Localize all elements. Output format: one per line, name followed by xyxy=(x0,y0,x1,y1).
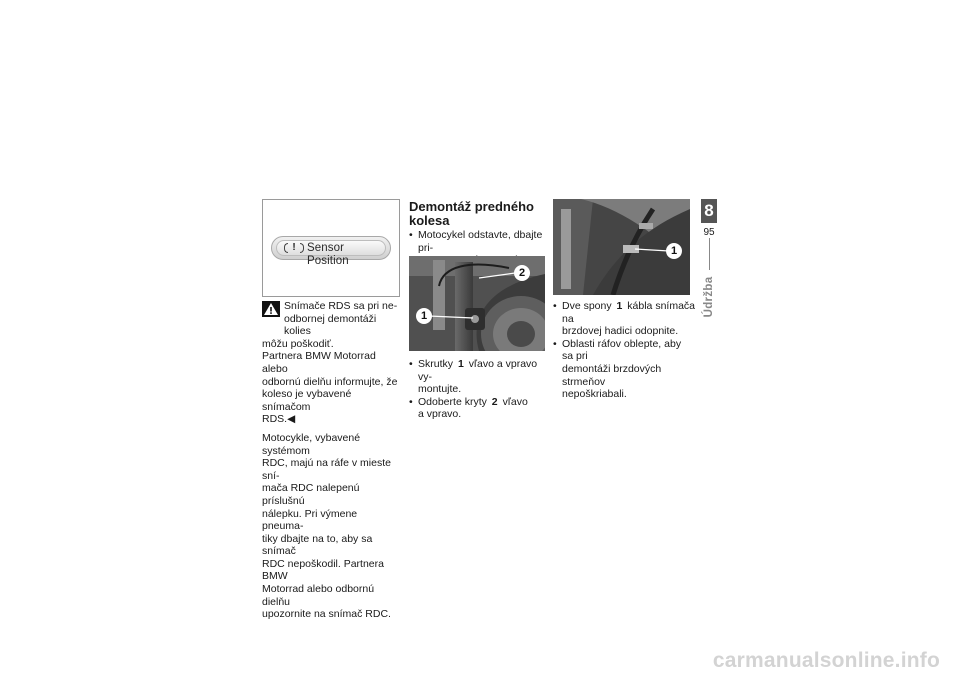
part-number: 1 xyxy=(616,300,623,312)
warning-line: RDS.◀ xyxy=(262,413,296,426)
warning-line: môžu poškodiť. xyxy=(262,337,334,350)
tire-pressure-warning-icon: ! xyxy=(287,243,301,253)
warning-line: odbornej demontáži kolies xyxy=(284,312,377,338)
part-number: 1 xyxy=(457,358,464,370)
paragraph-line: upozornite na snímač RDC. xyxy=(262,608,391,621)
paragraph-line: Motorrad alebo odbornú dielňu xyxy=(262,583,375,608)
warning-text xyxy=(262,300,398,621)
step-item xyxy=(409,396,549,421)
section-label-text: Údržba xyxy=(703,276,715,318)
section-label xyxy=(701,275,717,321)
step-list xyxy=(553,300,695,401)
display-inner xyxy=(276,240,386,267)
display-pill xyxy=(271,236,391,267)
paragraph-line: tiky dbajte na to, aby sa snímač xyxy=(262,532,373,558)
step-text: Oblasti ráfov oblepte, aby sa pri xyxy=(562,337,682,363)
step-item xyxy=(553,300,695,338)
step-text: kábla snímača na xyxy=(562,300,695,325)
step-item xyxy=(409,358,549,396)
sensor-position-text: Sensor Position xyxy=(307,242,349,267)
step-text: a vpravo. xyxy=(418,408,462,421)
brake-caliper-photo xyxy=(553,199,690,295)
warning-line: Snímače RDS sa pri ne- xyxy=(284,300,398,312)
step-text: vľavo xyxy=(502,395,528,408)
chapter-number: 8 xyxy=(701,199,717,223)
callout-2: 2 xyxy=(514,265,530,281)
step-text: demontáži brzdových strmeňov xyxy=(562,362,662,388)
page-number: 95 xyxy=(703,227,715,238)
paragraph-line: Motocykle, vybavené systémom xyxy=(262,431,361,457)
callout-1: 1 xyxy=(416,308,432,324)
paragraph-line: RDC, majú na ráfe v mieste sní- xyxy=(262,457,391,482)
sensor-position-display xyxy=(262,199,400,297)
part-number: 2 xyxy=(491,395,498,408)
divider xyxy=(709,238,710,270)
watermark: carmanualsonline.info xyxy=(712,649,940,672)
section-heading xyxy=(409,200,549,228)
warning-line: odbornú dielňu informujte, že xyxy=(262,375,398,388)
step-list xyxy=(409,358,549,421)
step-text: nepoškriabali. xyxy=(562,388,627,401)
callout-1: 1 xyxy=(666,243,682,259)
step-text: Dve spony xyxy=(562,300,612,312)
paragraph-line: RDC nepoškodil. Partnera BMW xyxy=(262,557,384,583)
heading-line: kolesa xyxy=(409,213,450,228)
warning-line: koleso je vybavené snímačom xyxy=(262,388,352,413)
warning-line: Partnera BMW Motorrad alebo xyxy=(262,350,376,375)
step-text: Skrutky xyxy=(418,358,454,370)
bullet-line: Motocykel odstavte, dbajte pri- xyxy=(418,229,543,254)
paragraph-line: nálepku. Pri výmene pneuma- xyxy=(262,507,358,533)
step-text: montujte. xyxy=(418,383,462,396)
heading-line: Demontáž predného xyxy=(409,199,534,214)
step-text: Odoberte kryty xyxy=(418,395,487,408)
front-fork-photo xyxy=(409,256,545,351)
paragraph-line: mača RDC nalepenú príslušnú xyxy=(262,482,360,507)
step-text: brzdovej hadici odopnite. xyxy=(562,325,679,338)
step-text: vľavo a vpravo vy- xyxy=(418,358,538,383)
step-item xyxy=(553,338,695,401)
